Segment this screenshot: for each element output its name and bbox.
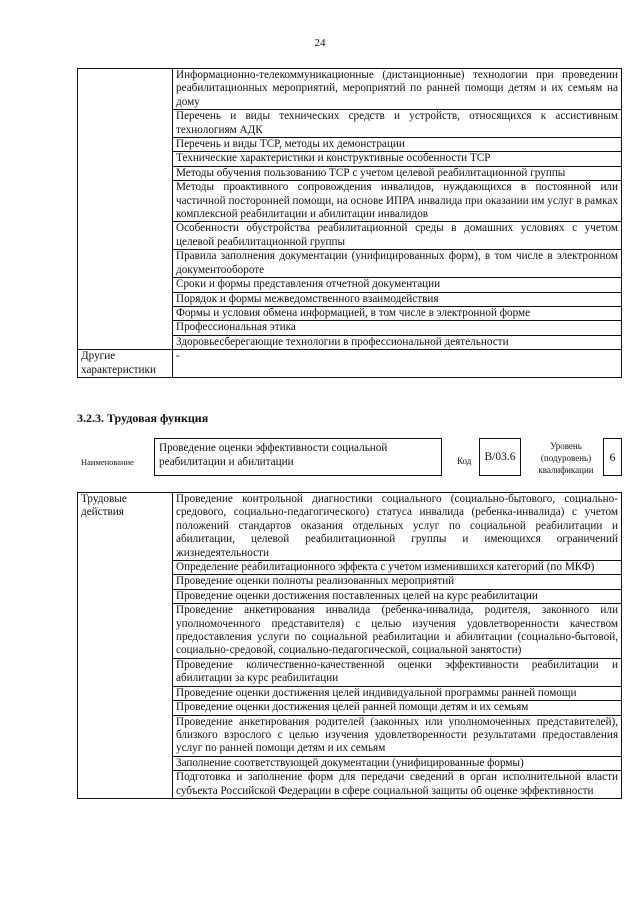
function-name: Проведение оценки эффективности социальной реабилитации и абилитации xyxy=(154,438,442,476)
knowledge-item: Сроки и формы представления отчетной документации xyxy=(173,278,622,292)
function-code: В/03.6 xyxy=(479,438,521,476)
knowledge-item: Перечень и виды технических средств и устройств, относящихся к ассистивным технологиям АДК xyxy=(173,110,622,138)
action-item: Проведение анкетирования инвалида (ребенка-инвалида, родителя, законного или уполномоченного представителя) с целью изучения удовлетворенности качеством предоставления услуги по социальной реабилитации и абилитации (социально-бытовой, социально-средовой, социально-педагогической, социальной занятости) xyxy=(173,604,622,659)
action-item: Проведение оценки полноты реализованных мероприятий xyxy=(173,575,622,589)
knowledge-item: Здоровьесберегающие технологии в профессиональной деятельности xyxy=(173,335,622,349)
other-value: - xyxy=(173,350,622,378)
knowledge-item: Особенности обустройства реабилитационной среды в домашних условиях с учетом целевой реабилитационной группы xyxy=(173,222,622,250)
knowledge-item: Формы и условия обмена информацией, в том числе в электронной форме xyxy=(173,306,622,320)
knowledge-label-cell xyxy=(78,69,173,350)
code-label: Код xyxy=(457,456,472,466)
action-item: Проведение количественно-качественной оценки эффективности реабилитации и абилитации за курс реабилитации xyxy=(173,658,622,686)
action-item: Проведение анкетирования родителей (законных или уполномоченных представителей), близкого взрослого с целью изучения удовлетворенности результатами предоставления услуг по ранней помощи детям и их семьям xyxy=(173,715,622,756)
knowledge-item: Порядок и формы межведомственного взаимодействия xyxy=(173,292,622,306)
table-row xyxy=(78,350,622,378)
section-heading: 3.2.3. Трудовая функция xyxy=(77,411,209,425)
table-row xyxy=(78,493,622,561)
action-item: Заполнение соответствующей документации (унифицированные формы) xyxy=(173,756,622,770)
actions-label: Трудовые действия xyxy=(78,493,173,799)
actions-table xyxy=(77,492,622,799)
other-label: Другие характеристики xyxy=(78,350,173,378)
knowledge-item: Методы обучения пользованию ТСР с учетом целевой реабилитационной группы xyxy=(173,166,622,180)
level-label: Уровень (подуровень) квалификации xyxy=(538,441,594,475)
knowledge-table xyxy=(77,68,622,378)
action-item: Подготовка и заполнение форм для передачи сведений в орган исполнительной власти субъекта Российской Федерации в сфере социальной защиты об оценке эффективности xyxy=(173,771,622,799)
action-item: Проведение оценки достижения целей индивидуальной программы ранней помощи xyxy=(173,686,622,700)
knowledge-item: Профессиональная этика xyxy=(173,321,622,335)
action-item: Проведение оценки достижения поставленных целей на курс реабилитации xyxy=(173,589,622,603)
action-item: Проведение оценки достижения целей ранней помощи детям и их семьям xyxy=(173,701,622,715)
action-item: Проведение контрольной диагностики социального (социально-бытового, социально-средового, социально-педагогического) статуса инвалида (ребенка-инвалида) с учетом положений стандартов оказания отдельных услуг по социальной реабилитации и абилитации, целевой реабилитационной группы и имеющихся ограничений жизнедеятельности xyxy=(173,493,622,561)
knowledge-item: Перечень и виды ТСР, методы их демонстрации xyxy=(173,138,622,152)
action-item: Определение реабилитационного эффекта с учетом изменившихся категорий (по МКФ) xyxy=(173,561,622,575)
knowledge-item: Технические характеристики и конструктивные особенности ТСР xyxy=(173,152,622,166)
qualification-level: 6 xyxy=(603,438,622,476)
knowledge-item: Методы проактивного сопровождения инвалидов, нуждающихся в постоянной или частичной посторонней помощи, на основе ИПРА инвалида при оказании им услуг в рамках комплексной реабилитации и абилитации инвалидов xyxy=(173,181,622,222)
page-number: 24 xyxy=(314,37,326,49)
knowledge-item: Информационно-телекоммуникационные (дистанционные) технологии при проведении реабилитационных мероприятий, мероприятий по ранней помощи детям и их семьям на дому xyxy=(173,69,622,110)
name-label: Наименование xyxy=(81,457,134,467)
table-row xyxy=(78,69,622,110)
knowledge-item: Правила заполнения документации (унифицированных форм), в том числе в электронном документообороте xyxy=(173,250,622,278)
